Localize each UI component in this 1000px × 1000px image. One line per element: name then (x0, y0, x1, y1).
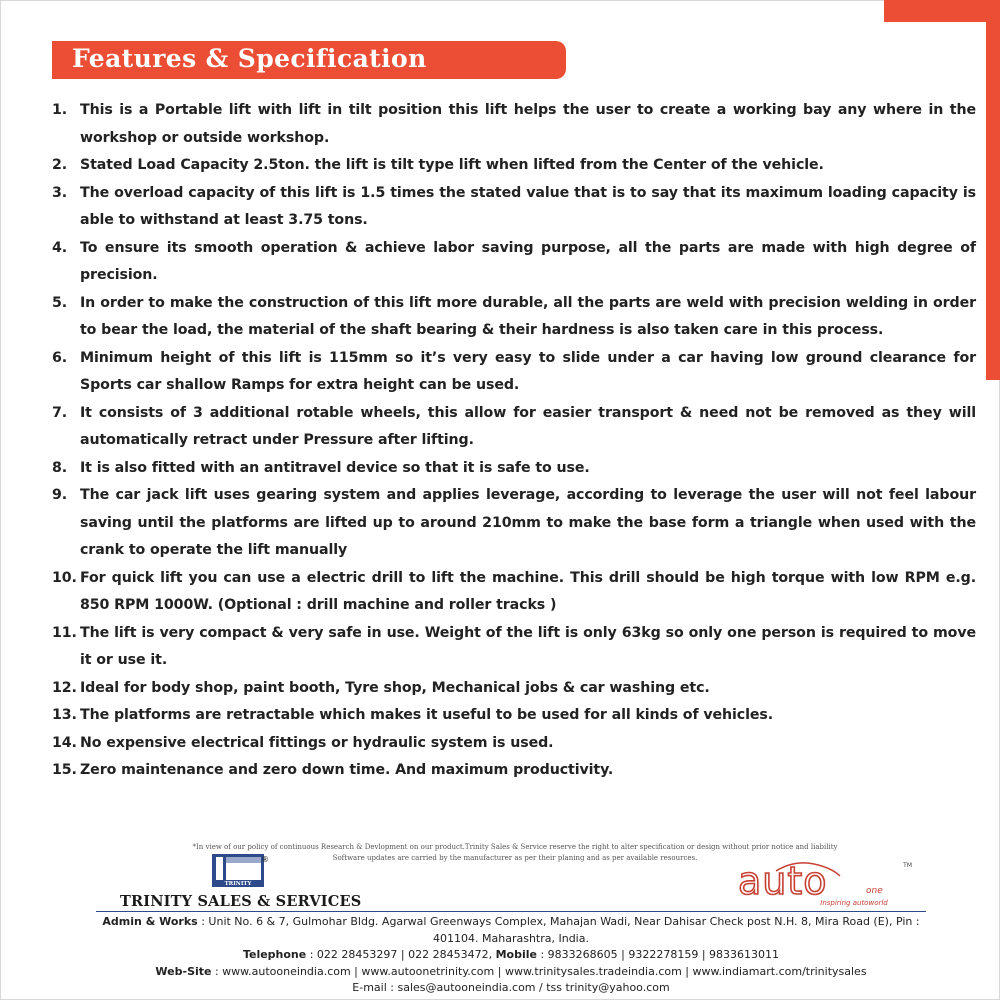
list-item: 1. This is a Portable lift with lift in tilt position this lift helps the user to create a working bay any where in the workshop or outside workshop. (52, 102, 976, 146)
corner-accent-bar (884, 0, 1000, 22)
website-line: Web-Site : www.autooneindia.com | www.autoonetrinity.com | www.trinitysales.tradeindia.com | www.indiamart.com/trinitysales (155, 964, 867, 978)
disclaimer: *In view of our policy of continuous Research & Devlopment on our product.Trinity Sales & Service reserve the right to alter specification or design without prior notice and liability Software updates are carried by the manufacturer as per their planing and as per available resources. (192, 843, 838, 862)
list-item: 12. Ideal for body shop, paint booth, Tyre shop, Mechanical jobs & car washing etc. (52, 679, 710, 696)
list-item: 4. To ensure its smooth operation & achieve labor saving purpose, all the parts are made with high degree of precision. (52, 239, 976, 283)
company-name: TRINITY SALES & SERVICES (120, 893, 362, 910)
list-item: 7. It consists of 3 additional rotable wheels, this allow for easier transport & need not be removed as they will automatically retract under Pressure after lifting. (52, 404, 976, 448)
svg-text:auto: auto (738, 859, 828, 903)
list-item: 8. It is also fitted with an antitravel device so that it is safe to use. (52, 459, 590, 476)
list-item: 14. No expensive electrical fittings or hydraulic system is used. (52, 734, 554, 751)
spec-list (52, 97, 976, 785)
trinity-logo-icon (212, 854, 270, 890)
page-title: Features & Specification (72, 44, 427, 73)
list-item: 10. For quick lift you can use a electric drill to lift the machine. This drill should be high torque with low RPM e.g. 850 RPM 1000W. (Optional : drill machine and roller tracks ) (52, 569, 976, 613)
list-item: 6. Minimum height of this lift is 115mm so it’s very easy to slide under a car having low ground clearance for Sports car shallow Ramps for extra height can be used. (52, 349, 976, 393)
list-item: 5. In order to make the construction of this lift more durable, all the parts are weld with precision welding in order to bear the load, the material of the shaft bearing & their hardness is also taken care in this process. (52, 294, 976, 338)
contact-block (96, 914, 926, 997)
svg-text:one: one (866, 886, 883, 896)
address-line: Admin & Works : Unit No. 6 & 7, Gulmohar Bldg. Agarwal Greenways Complex, Mahajan Wadi, Near Dahisar Check post N.H. 8, Mira Road (E), Pin : 401104. Maharashtra, India. (102, 915, 920, 945)
list-item: 13. The platforms are retractable which makes it useful to be used for all kinds of vehicles. (52, 707, 774, 723)
email-line: E-mail : sales@autooneindia.com / tss trinity@yahoo.com (352, 981, 670, 994)
svg-text:TRINITY: TRINITY (224, 881, 252, 887)
telephone-line: Telephone : 022 28453297 | 022 28453472, Mobile : 9833268605 | 9322278159 | 9833613011 (242, 948, 780, 961)
list-item: 3. The overload capacity of this lift is 1.5 times the stated value that is to say that its maximum loading capacity is able to withstand at least 3.75 tons. (52, 184, 976, 228)
auto-one-logo-icon (736, 858, 912, 908)
svg-text:TM: TM (903, 862, 912, 869)
list-item: 9. The car jack lift uses gearing system and applies leverage, according to leverage the user will not feel labour saving until the platforms are lifted up to around 210mm to make the base form a triangle when used with the crank to operate the lift manually (52, 487, 976, 558)
footer-divider (96, 911, 926, 912)
list-item: 15. Zero maintenance and zero down time. And maximum productivity. (52, 762, 614, 778)
side-accent-bar (986, 0, 1000, 380)
svg-text:Inspiring autoworld: Inspiring autoworld (820, 899, 888, 907)
list-item: 11. The lift is very compact & very safe in use. Weight of the lift is only 63kg so only one person is required to move it or use it. (52, 624, 976, 668)
svg-text:®: ® (261, 855, 269, 864)
list-item: 2. Stated Load Capacity 2.5ton. the lift is tilt type lift when lifted from the Center of the vehicle. (52, 157, 824, 173)
